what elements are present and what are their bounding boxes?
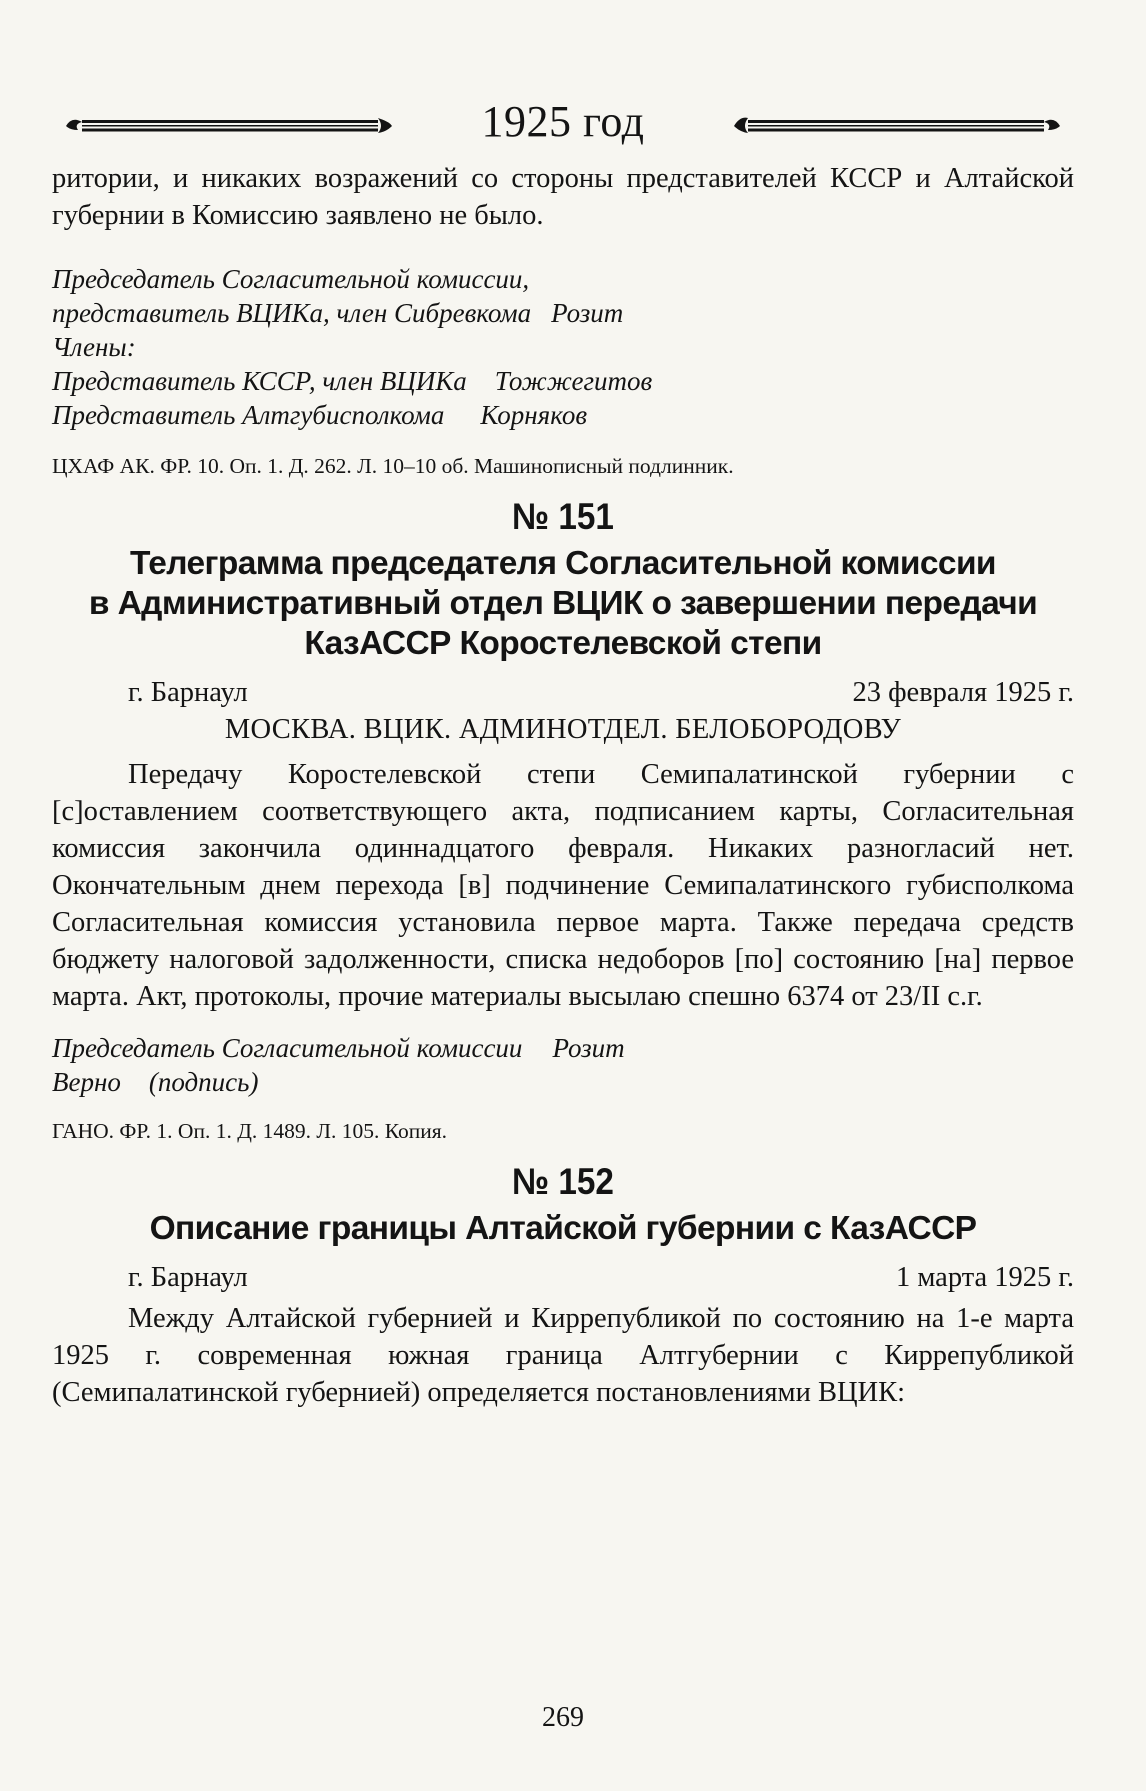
archive-source: ЦХАФ АК. ФР. 10. Оп. 1. Д. 262. Л. 10–10 об. Машинописный подлинник. <box>52 454 734 478</box>
right-ornament-icon <box>732 112 1062 136</box>
signature-line <box>52 1065 1074 1099</box>
place-date-line <box>52 674 1074 711</box>
signature-line <box>52 398 1074 432</box>
document-title: КазАССР Коростелевской степи <box>304 625 822 662</box>
signature-name: Розит <box>552 1033 625 1063</box>
running-header-title: 1925 год <box>481 97 645 146</box>
document-title: Описание границы Алтайской губернии с КазАССР <box>149 1210 977 1247</box>
signature-line <box>52 296 1074 330</box>
signature-role: представитель ВЦИКа, член Сибревкома <box>52 298 532 328</box>
archive-source: ГАНО. ФР. 1. Оп. 1. Д. 1489. Л. 105. Копия. <box>52 1119 447 1143</box>
signature-line: Члены: <box>52 332 136 362</box>
document-number: № 152 <box>512 1161 614 1202</box>
certification-word: Верно <box>52 1067 121 1097</box>
signature-line <box>52 1031 1074 1065</box>
document-place: г. Барнаул <box>128 677 248 708</box>
book-page <box>52 0 1074 1791</box>
document-title: в Административный отдел ВЦИК о завершении передачи <box>88 585 1038 622</box>
running-header <box>52 92 1074 152</box>
document-place: г. Барнаул <box>128 1262 248 1293</box>
document-date: 23 февраля 1925 г. <box>852 677 1074 708</box>
document-title: Телеграмма председателя Согласительной комиссии <box>130 545 996 582</box>
signature-name: Корняков <box>480 400 588 430</box>
signature-role: Председатель Согласительной комиссии <box>52 1033 523 1063</box>
page-number: 269 <box>542 1702 584 1733</box>
signature-name: Тожжегитов <box>494 366 653 396</box>
page-body <box>52 160 1074 1411</box>
document-body: Между Алтайской губернией и Киррепубликой по состоянию на 1-е марта 1925 г. современная южная граница Алтгубернии с Киррепубликой (Семипалатинской губернией) определяется постановлениями ВЦИК: <box>52 1303 1074 1408</box>
place-date-line <box>52 1259 1074 1296</box>
signature-line: Председатель Согласительной комиссии, <box>52 264 530 294</box>
signature-role: Представитель Алтгубисполкома <box>52 400 445 430</box>
document-number: № 151 <box>512 496 614 537</box>
document-date: 1 марта 1925 г. <box>895 1262 1074 1293</box>
signature-line <box>52 364 1074 398</box>
signature-mark: (подпись) <box>148 1067 259 1097</box>
continuation-paragraph: ритории, и никаких возражений со стороны представителей КССР и Алтайской губернии в Комиссию заявлено не было. <box>52 163 1074 231</box>
document-body: Передачу Коростелевской степи Семипалатинской губернии с [с]оставлением соответствующего акта, подписанием карты, Согласительная комиссия закончила одиннадцатого февраля. Никаких разногласий нет. Окончательным днем перехода [в] подчинение Семипалатинского губисполкома Согласительная комиссия установила первое марта. Также передача средств бюджету налоговой задолженности, списка недоборов [по] состоянию [на] первое марта. Акт, протоколы, прочие материалы высылаю спешно 6374 от 23/II с.г. <box>52 759 1074 1012</box>
signature-role: Представитель КССР, член ВЦИКа <box>52 366 467 396</box>
signature-name: Розит <box>551 298 624 328</box>
telegram-addressee: МОСКВА. ВЦИК. АДМИНОТДЕЛ. БЕЛОБОРОДОВУ <box>224 714 902 745</box>
